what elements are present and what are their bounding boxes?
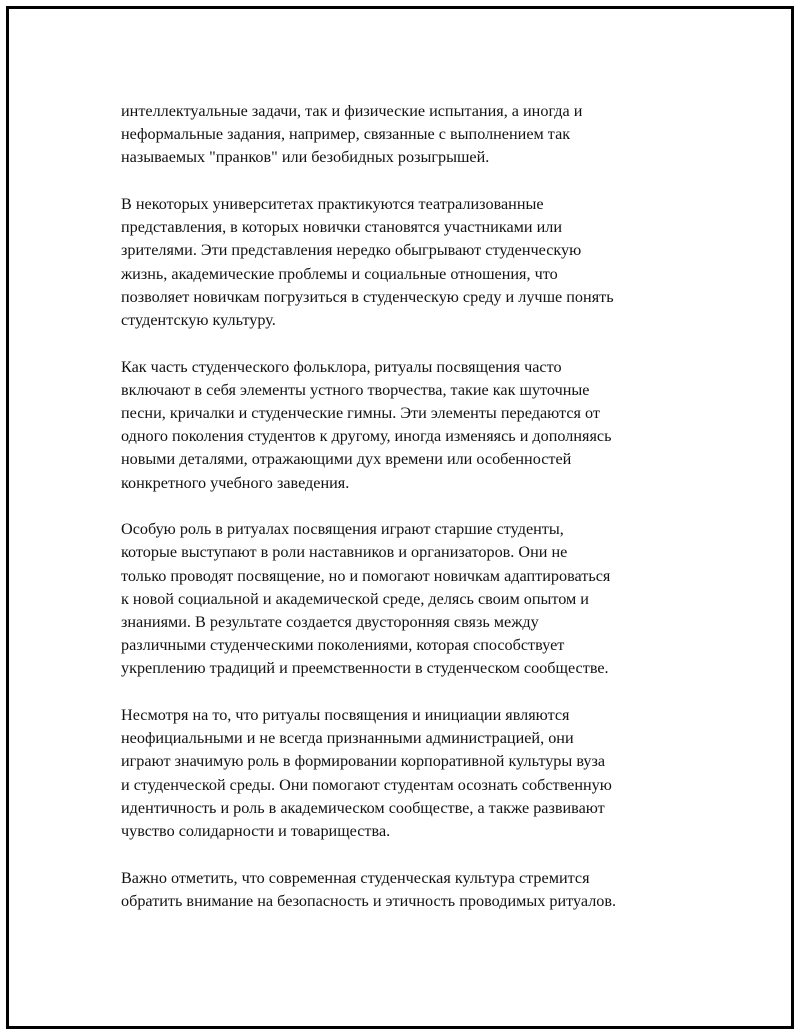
text-line: и студенческой среды. Они помогают студентам осознать собственную <box>121 775 612 794</box>
text-line: обратить внимание на безопасность и этичность проводимых ритуалов. <box>121 891 617 910</box>
text-line: В некоторых университетах практикуются театрализованные <box>121 195 544 213</box>
text-line: которые выступают в роли наставников и организаторов. Они не <box>121 543 568 562</box>
text-line: жизнь, академические проблемы и социальные отношения, что <box>121 264 558 283</box>
text-line: Как часть студенческого фольклора, ритуалы посвящения часто <box>121 357 562 376</box>
text-line: к новой социальной и академической среде, делясь своим опытом и <box>121 589 589 608</box>
paragraph-6 <box>121 867 701 913</box>
text-line: знаниями. В результате создается двусторонняя связь между <box>121 613 539 632</box>
page-frame <box>6 6 794 1029</box>
text-line: новыми деталями, отражающими дух времени или особенностей <box>121 450 572 469</box>
text-line: включают в себя элементы устного творчества, такие как шуточные <box>121 380 590 399</box>
text-line: только проводят посвящение, но и помогают новичкам адаптироваться <box>121 566 611 585</box>
text-line: песни, кричалки и студенческие гимны. Эти элементы передаются от <box>121 404 600 423</box>
text-line: конкретного учебного заведения. <box>121 473 350 492</box>
document-body <box>121 100 701 936</box>
paragraph-1 <box>121 100 701 170</box>
paragraph-4 <box>121 518 701 680</box>
text-line: идентичность и роль в академическом сообществе, а также развивают <box>121 798 605 817</box>
text-line: различными студенческими поколениями, которая способствует <box>121 636 565 655</box>
text-line: играют значимую роль в формировании корпоративной культуры вуза <box>121 752 606 771</box>
text-line: называемых "пранков" или безобидных розыгрышей. <box>121 148 490 167</box>
text-line: Важно отметить, что современная студенческая культура стремится <box>121 868 590 887</box>
paragraph-3 <box>121 356 701 495</box>
text-line: чувство солидарности и товарищества. <box>121 822 391 841</box>
text-line: зрителями. Эти представления нередко обыгрывают студенческую <box>121 241 582 260</box>
paragraph-5 <box>121 704 701 843</box>
text-line: представления, в которых новички становятся участниками или <box>121 218 563 237</box>
text-line: интеллектуальные задачи, так и физические испытания, а иногда и <box>121 102 583 120</box>
text-line: Особую роль в ритуалах посвящения играют старшие студенты, <box>121 520 564 539</box>
text-line: студентскую культуру. <box>121 311 276 330</box>
text-line: укреплению традиций и преемственности в студенческом сообществе. <box>121 659 609 678</box>
text-line: позволяет новичкам погрузиться в студенческую среду и лучше понять <box>121 287 614 306</box>
text-line: неофициальными и не всегда признанными администрацией, они <box>121 729 574 748</box>
text-line: Несмотря на то, что ритуалы посвящения и инициации являются <box>121 706 570 725</box>
paragraph-2 <box>121 193 701 332</box>
text-line: неформальные задания, например, связанные с выполнением так <box>121 125 571 144</box>
text-line: одного поколения студентов к другому, иногда изменяясь и дополняясь <box>121 427 612 446</box>
